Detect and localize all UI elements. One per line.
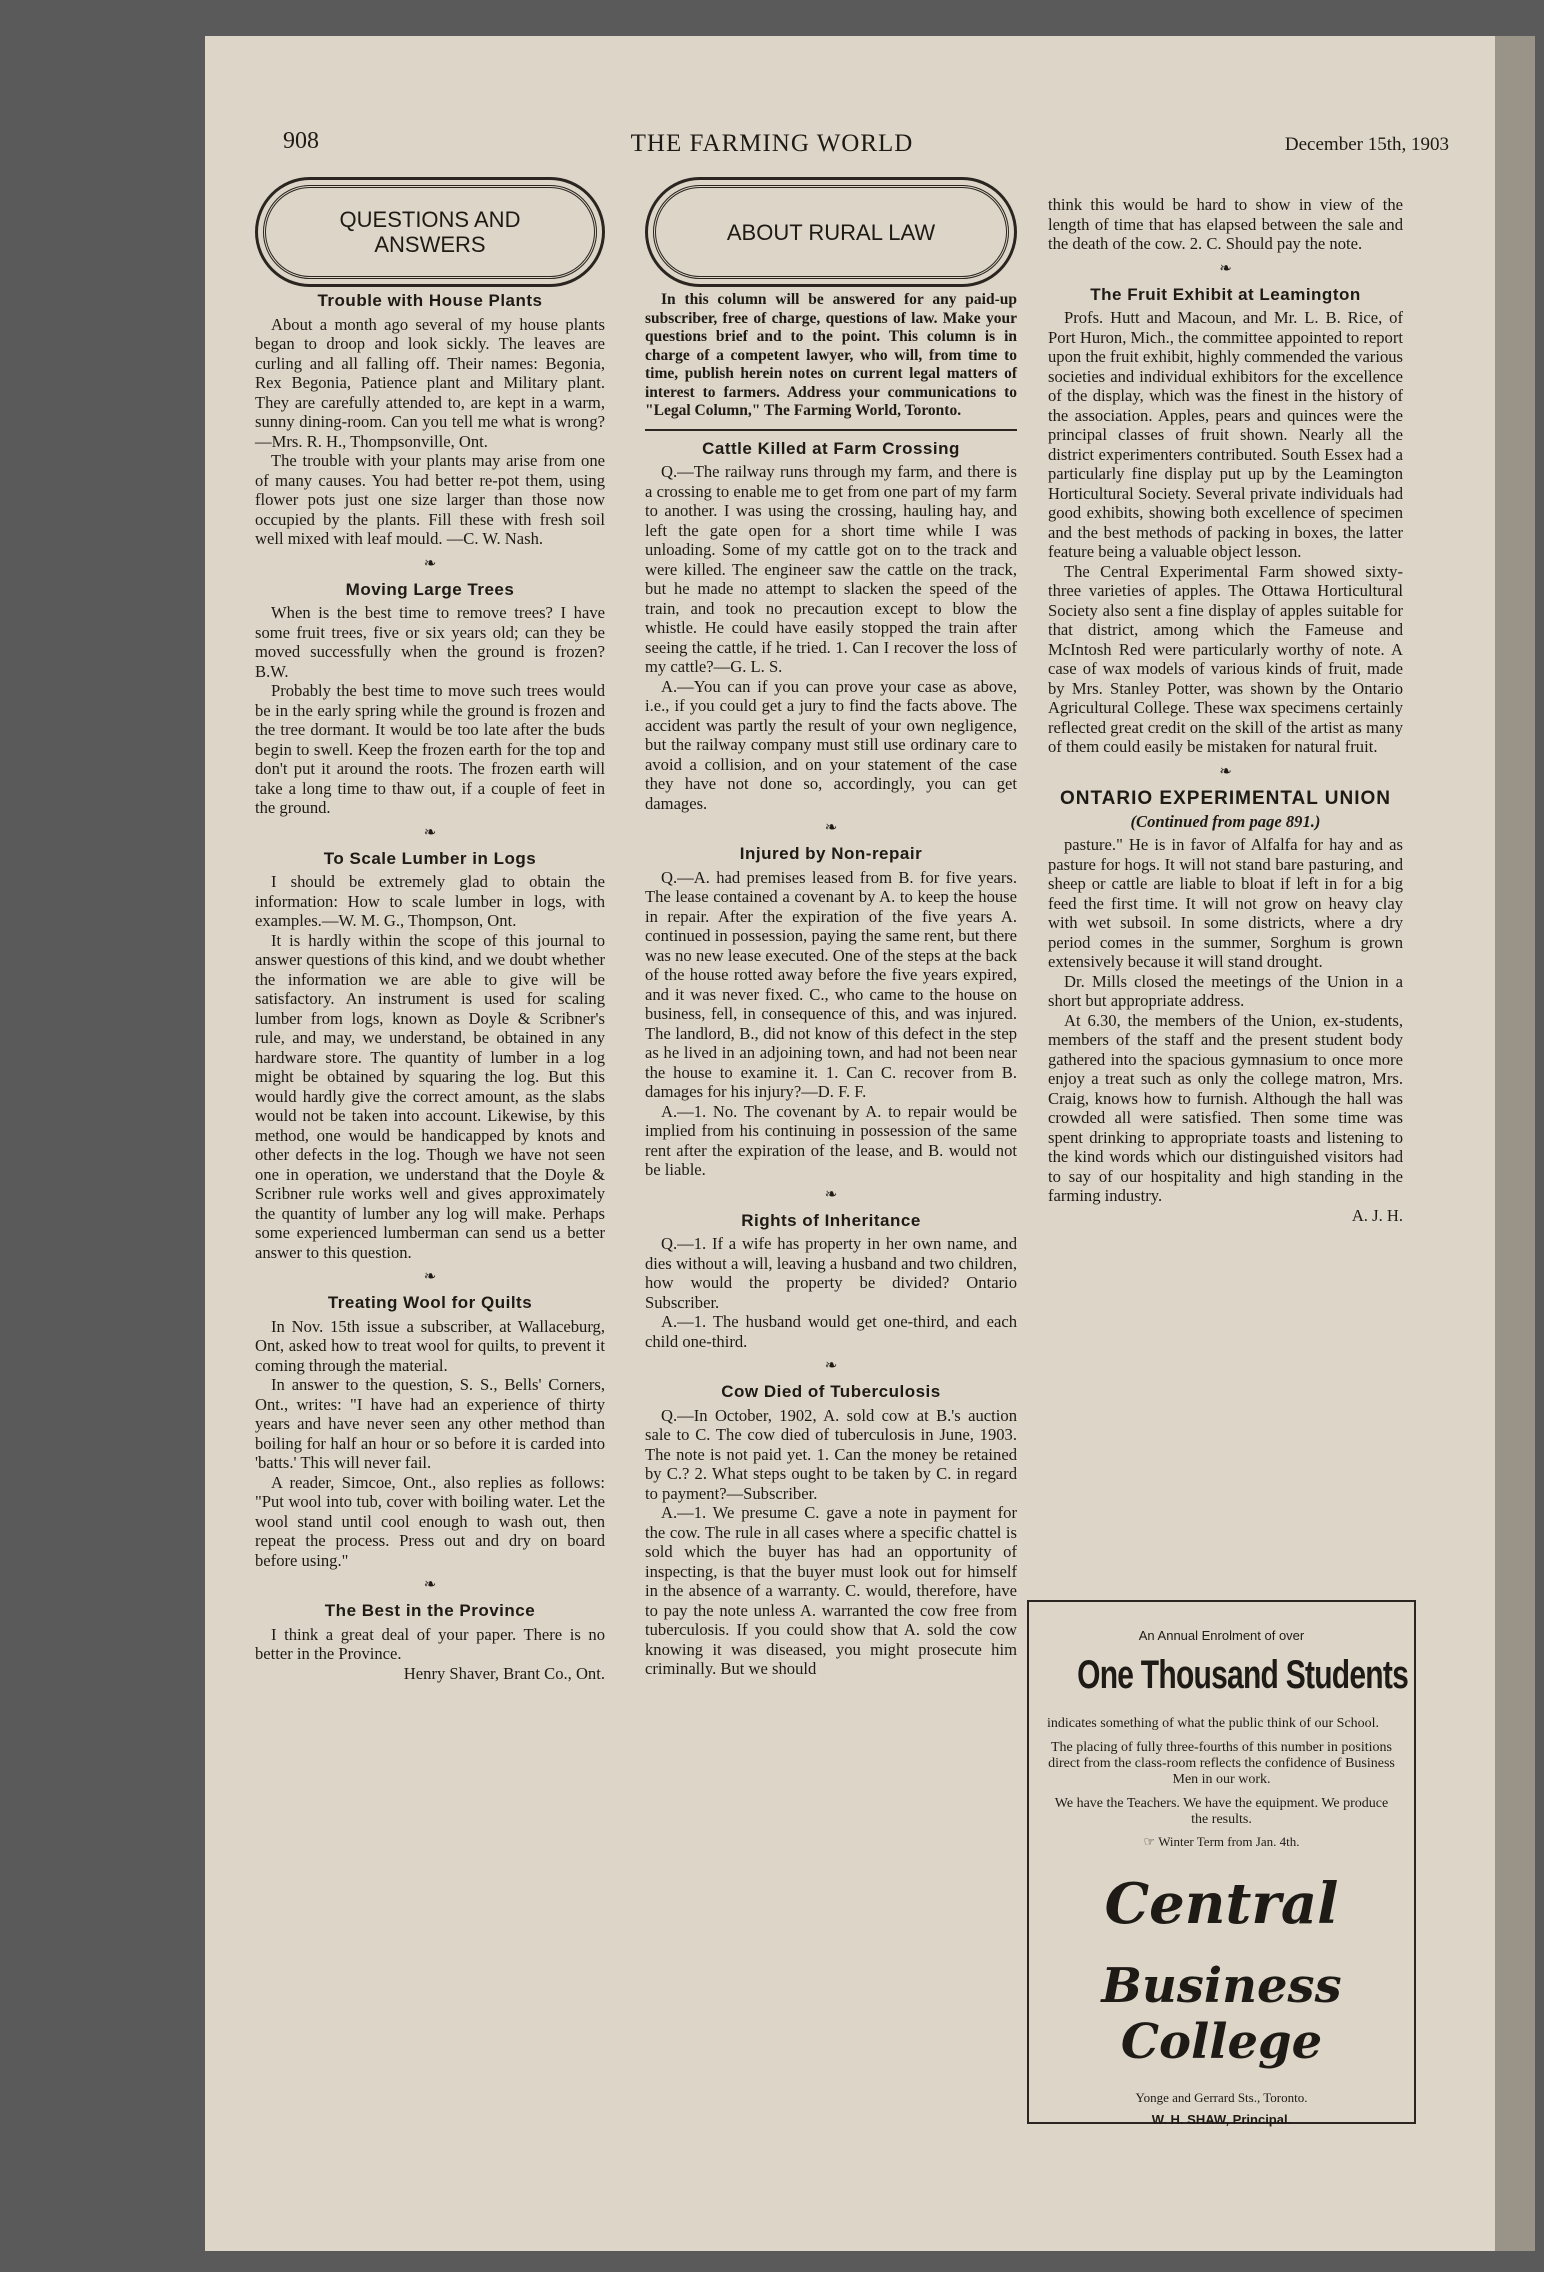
article-paragraph: The Central Experimental Farm showed sixty-three varieties of apples. The Ottawa Horticultural Society also sent a fine display of apples suitable for that district, among which the Fameuse and McIntosh Red were particularly worthy of note. A case of wax models of various kinds of fruit, made by Mrs. Stanley Potter, was shown by the Ontario Agricultural College. These wax specimens certainly reflected great credit on the skill of the artist as many of them could easily be mistaken for natural fruit.: [1048, 561, 1403, 756]
ad-term-text: Winter Term from Jan. 4th.: [1158, 1834, 1300, 1849]
article-paragraph: Q.—1. If a wife has property in her own name, and dies without a will, leaving a husband and two children, how would the property be divided? Ontario Subscriber.: [645, 1234, 1017, 1312]
article-paragraph: In Nov. 15th issue a subscriber, at Wallaceburg, Ont, asked how to treat wool for quilts, to prevent it coming through the material.: [255, 1316, 605, 1375]
article-paragraph: Q.—In October, 1902, A. sold cow at B.'s auction sale to C. The cow died of tuberculosis in June, 1903. The note is not paid yet. 1. Can the money be retained by C.? 2. What steps ought to be taken by C. in regard to payment?—Subscriber.: [645, 1405, 1017, 1503]
continued-text: think this would be hard to show in view of the length of time that has elapsed between the sale and the death of the cow. 2. C. Should pay the note.: [1048, 195, 1403, 253]
article-heading: Cattle Killed at Farm Crossing: [702, 438, 960, 458]
college-logo: Central: [1104, 1871, 1339, 1937]
union-continued-note: (Continued from page 891.): [1130, 811, 1321, 831]
ornament-icon: ❧: [423, 1577, 437, 1593]
fruit-exhibit-heading: The Fruit Exhibit at Leamington: [1090, 284, 1361, 304]
rural-law-title-box: [653, 185, 1009, 279]
article-paragraph: Profs. Hutt and Macoun, and Mr. L. B. Rice, of Port Huron, Mich., the committee appointed to report upon the fruit exhibit, highly commended the various societies and individual exhibitors for the excellence of the display, which was the finest in the history of the association. Apples, pears and quinces were the principal classes of fruit shown. Nearly all the district experimenters contributed. South Essex had a particularly fine display put up by the Leamington Horticultural Society. Several private individuals had good exhibits, showing both excellence of specimen and the best methods of packing in boxes, the latter feature being a valuable object lesson.: [1048, 308, 1403, 561]
article-paragraph: I should be extremely glad to obtain the information: How to scale lumber in logs, with examples.—W. M. G., Thompson, Ont.: [255, 872, 605, 930]
page-number: 908: [283, 128, 319, 154]
ornament-icon: ❧: [1219, 260, 1232, 277]
ornament-icon: ❧: [824, 820, 838, 836]
article-paragraph: Dr. Mills closed the meetings of the Union in a short but appropriate address.: [1048, 971, 1403, 1010]
article-heading: Rights of Inheritance: [741, 1210, 921, 1230]
publication-title: THE FARMING WORLD: [630, 130, 914, 157]
article-paragraph: Q.—The railway runs through my farm, and there is a crossing to enable me to get from one part of my farm to another. I was using the crossing, hauling hay, and left the gate open for a short time while I was unloading. Some of my cattle got on to the track and were killed. The engineer saw the cattle on the track, but he made no attempt to slacken the speed of the train, and took no precaution except to blow the whistle. He could have easily stopped the train after seeing the cattle, if he tried. 1. Can I recover the loss of my cattle?—G. L. S.: [645, 462, 1017, 676]
page-edge: [1495, 36, 1535, 2251]
union-heading: ONTARIO EXPERIMENTAL UNION: [1059, 787, 1392, 809]
article-paragraph: A.—You can if you can prove your case as above, i.e., if you could get a jury to find the facts above. The accident was partly the result of your own negligence, but the railway company must still use ordinary care to avoid a collision, and on your statement of the case they have not done so, accordingly, you can get damages.: [645, 676, 1017, 813]
column-right: [1048, 195, 1403, 1225]
ad-line-4: The placing of fully three-fourths of this number in positions direct from the class-room reflects the confidence of Business Men in our work.: [1048, 1740, 1395, 1787]
article-signature: Henry Shaver, Brant Co., Ont.: [403, 1663, 605, 1683]
questions-title: QUESTIONS AND ANSWERS: [339, 207, 521, 257]
rural-law-title: ABOUT RURAL LAW: [726, 219, 936, 245]
column-rural-law: [645, 185, 1017, 1679]
ornament-icon: ❧: [423, 824, 437, 841]
ornament-icon: ❧: [1219, 763, 1232, 780]
article-paragraph: When is the best time to remove trees? I have some fruit trees, five or six years old; can they be moved successfully when the ground is frozen? B.W.: [255, 603, 605, 681]
article-paragraph: A.—1. The husband would get one-third, and each child one-third.: [645, 1312, 1017, 1351]
article-paragraph: A reader, Simcoe, Ont., also replies as follows: "Put wool into tub, cover with boiling water. Let the wool stand until cool enough to wash out, then repeat the process. Press out and dry on board before using.": [255, 1472, 605, 1570]
ad-line-3: indicates something of what the public think of our School.: [1047, 1716, 1380, 1731]
ornament-icon: ❧: [423, 555, 437, 572]
ad-address: Yonge and Gerrard Sts., Toronto.: [1135, 2090, 1308, 2105]
article-paragraph: At 6.30, the members of the Union, ex-students, members of the staff and the present student body gathered into the spacious gymnasium to once more enjoy a treat such as only the college matron, Mrs. Craig, knows how to furnish. Although the hall was crowded all were satisfied. Then some time was spent drinking to appropriate toasts and listening to the kind words which our distinguished visitors had to say of our hospitality and high standing in the farming industry.: [1048, 1010, 1403, 1205]
intro-text: In this column will be answered for any paid-up subscriber, free of charge, questions of law. Make your questions brief and to the point. This column is in charge of a competent lawyer, who will, from time to time, publish herein notes on current legal matters of interest to farmers. Address your communications to "Legal Column," The Farming World, Toronto.: [645, 291, 1017, 419]
article-paragraph: pasture." He is in favor of Alfalfa for hay and as pasture for hogs. It will not stand bare pasturing, and sheep or cattle are liable to bloat if left in for a big feed the first time. It will not grow on heavy clay with wet subsoil. In some districts, where a dry period comes in the summer, Sorghum is grown extensively because it will stand drought.: [1048, 835, 1403, 971]
ad-headline: One Thousand Students: [1077, 1653, 1409, 1697]
ornament-icon: ❧: [423, 1269, 437, 1285]
ad-line-1: An Annual Enrolment of over: [1138, 1628, 1305, 1643]
article-paragraph: Q.—A. had premises leased from B. for five years. The lease contained a covenant by A. to keep the house in repair. After the expiration of the five years A. continued in possession, paying the same rent, but there was no new lease executed. One of the steps at the back of the house rotted away before the five years expired, and it was never fixed. C., who came to the house on business, fell, in consequence of this, and was injured. The landlord, B., did not know of this defect in the step as he lived in an adjoining town, and had not been near the house to examine it. 1. Can C. recover from B. damages for his injury?—D. F. F.: [645, 867, 1017, 1101]
article-paragraph: The trouble with your plants may arise from one of many causes. You had better re-pot them, using flower pots just one size larger than those now occupied by the plants. Fill these with fresh soil well mixed with leaf mould. —C. W. Nash.: [255, 451, 605, 548]
ad-principal: W. H. SHAW, Principal.: [1151, 2112, 1292, 2127]
running-header: [0, 96, 1544, 157]
union-signature: A. J. H.: [1351, 1205, 1403, 1225]
article-heading: Cow Died of Tuberculosis: [721, 1382, 941, 1401]
ornament-icon: ❧: [824, 1358, 838, 1374]
ad-line-6: [1029, 1834, 1414, 1850]
article-heading: The Best in the Province: [324, 1601, 536, 1620]
ad-line-5: We have the Teachers. We have the equipment. We produce the results.: [1054, 1796, 1389, 1827]
article-heading: Moving Large Trees: [345, 579, 515, 599]
pointing-hand-icon: ☞: [1143, 1834, 1156, 1849]
college-logo-2: Business College: [1101, 1958, 1342, 2070]
article-paragraph: About a month ago several of my house plants began to droop and look sickly. The leaves are curling and all falling off. Their names: Begonia, Rex Begonia, Patience plant and Military plant. They are carefully attended to, are kept in a warm, sunny dining-room. Can you tell me what is wrong?—Mrs. R. H., Thompsonville, Ont.: [255, 314, 605, 451]
business-college-ad: [1027, 1600, 1416, 2127]
article-paragraph: I think a great deal of your paper. There is no better in the Province.: [255, 1624, 605, 1663]
divider-rule: [645, 429, 1017, 431]
rural-law-intro: [645, 291, 1017, 421]
ornament-icon: ❧: [824, 1186, 838, 1203]
article-heading: Treating Wool for Quilts: [327, 1293, 533, 1312]
article-paragraph: It is hardly within the scope of this journal to answer questions of this kind, and we doubt whether the information we are able to give will be satisfactory. An instrument is used for scaling lumber from logs, known as Doyle & Scribner's rule, and may, we understand, be obtained in any hardware store. The quantity of lumber in a log might be obtained by squaring the log. But this would hardly give the correct amount, as the slabs would not be taken into account. Likewise, by this method, one would be handicapped by knots and other defects in the log. Though we have not seen one in operation, we understand that the Doyle & Scribner rule works well and gives approximately the quantity of lumber any log will make. Perhaps some experienced lumberman can send us a better answer to this question.: [255, 930, 605, 1262]
article-paragraph: A.—1. We presume C. gave a note in payment for the cow. The rule in all cases where a specific chattel is sold which the buyer has had an opportunity of inspecting, is that the buyer must look out for himself in the absence of a warranty. C. would, therefore, have to pay the note unless A. warranted the cow free from tuberculosis. If you could show that A. sold the cow knowing it was diseased, you might prosecute him criminally. But we should: [645, 1503, 1017, 1678]
column-questions: [255, 185, 605, 1683]
article-heading: To Scale Lumber in Logs: [323, 848, 537, 868]
article-paragraph: Probably the best time to move such trees would be in the early spring while the ground is frozen and the tree dormant. It would be too late after the buds begin to swell. Keep the frozen earth for the top and don't put it around the roots. The frozen earth will take a long time to thaw out, if a couple of feet in the ground.: [255, 681, 605, 817]
article-heading: Trouble with House Plants: [317, 291, 543, 310]
questions-title-box: [263, 185, 597, 279]
article-paragraph: In answer to the question, S. S., Bells' Corners, Ont., writes: "I have had an experience of thirty years and have never seen any other method than boiling for half an hour or so before it is carded into 'batts.' This will never fail.: [255, 1375, 605, 1472]
article-heading: Injured by Non-repair: [739, 844, 923, 863]
issue-date: December 15th, 1903: [1284, 134, 1449, 155]
article-paragraph: A.—1. No. The covenant by A. to repair would be implied from his continuing in possession of the same rent after the expiration of the lease, and B. would not be liable.: [645, 1101, 1017, 1179]
